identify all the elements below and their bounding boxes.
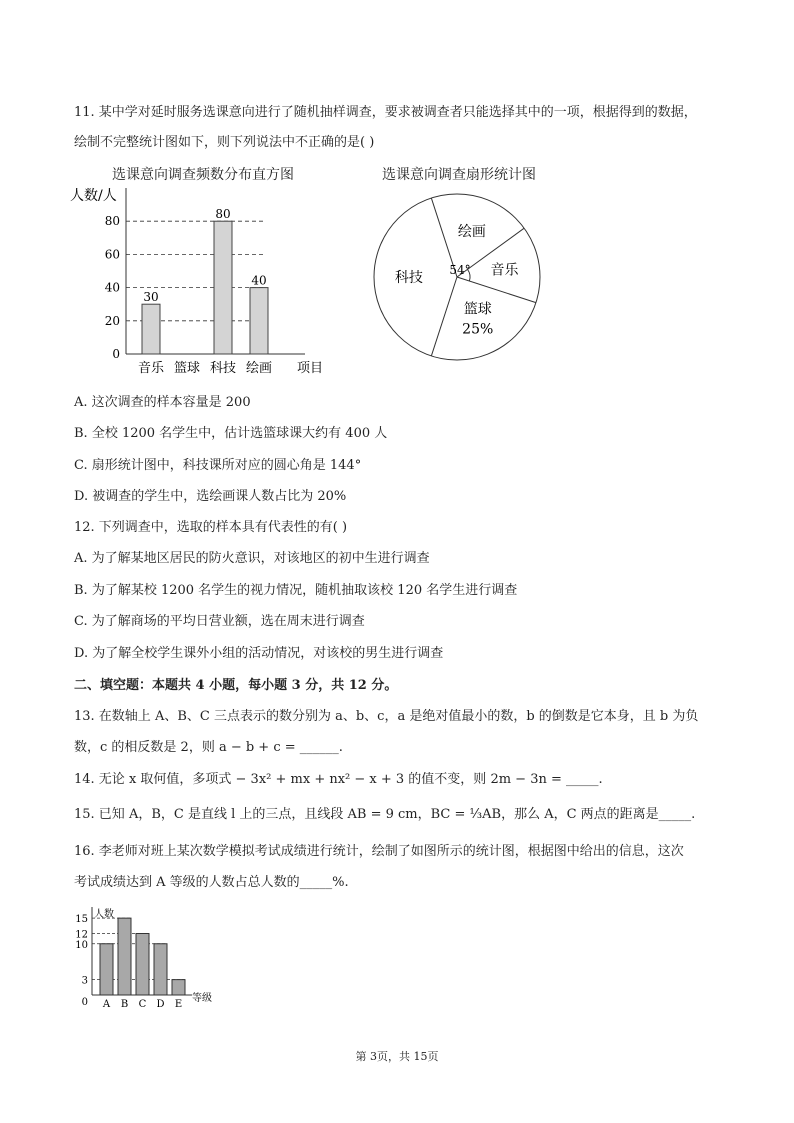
- q16-line2: 考试成绩达到 A 等级的人数占总人数的_____%.: [74, 875, 349, 890]
- pie-title: 选课意向调查扇形统计图: [382, 167, 536, 183]
- y-tick-label: 15: [75, 914, 88, 926]
- q11-stem-line2: 绘制不完整统计图如下，则下列说法中不正确的是( ): [74, 135, 375, 150]
- page-footer: 第 3页，共 15页: [355, 1050, 439, 1063]
- q15-text: 15. 已知 A，B，C 是直线 l 上的三点，且线段 AB = 9 cm，BC = ⅓AB，那么 A，C 两点的距离是_____.: [74, 807, 696, 822]
- pie-percent-label: 25%: [462, 321, 494, 338]
- q12-option-d: D. 为了解全校学生课外小组的活动情况，对该校的男生进行调查: [74, 646, 444, 661]
- bar: [142, 304, 160, 354]
- x-tick-label: A: [102, 999, 111, 1010]
- y-tick-label: 60: [104, 247, 120, 262]
- x-tick-label: 篮球: [173, 361, 201, 376]
- bar: [214, 221, 232, 354]
- q11-stem-line1: 11. 某中学对延时服务选课意向进行了随机抽样调查，要求被调查者只能选择其中的一项，根据得到的数据，: [74, 105, 697, 120]
- x-tick-label: E: [174, 999, 183, 1010]
- x-tick-label: 音乐: [137, 361, 165, 376]
- q14-text: 14. 无论 x 取何值，多项式 − 3x² + mx + nx² − x + 3 的值不变，则 2m − 3n = _____.: [74, 772, 603, 787]
- pie-slice-label: 篮球: [463, 301, 492, 318]
- q12-option-c: C. 为了解商场的平均日营业额，选在周末进行调查: [74, 614, 365, 629]
- y-tick-label: 80: [104, 214, 120, 229]
- bar: [154, 944, 167, 995]
- y-tick-label: 0: [81, 997, 88, 1008]
- pie-slice-label: 科技: [394, 270, 423, 286]
- y-axis-label: 人数: [94, 909, 114, 920]
- q12-option-b: B. 为了解某校 1200 名学生的视力情况，随机抽取该校 120 名学生进行调查: [74, 583, 518, 598]
- pie-angle-label: 54°: [449, 262, 471, 277]
- bar: [250, 288, 268, 354]
- y-tick-label: 0: [112, 347, 120, 361]
- q11-option-b: B. 全校 1200 名学生中，估计选篮球课大约有 400 人: [74, 426, 388, 441]
- pie-slice-label: 音乐: [490, 262, 519, 279]
- q11-option-d: D. 被调查的学生中，选绘画课人数占比为 20%: [74, 489, 347, 504]
- x-tick-label: D: [156, 999, 165, 1010]
- bar: [118, 918, 131, 995]
- q12-option-a: A. 为了解某地区居民的防火意识，对该地区的初中生进行调查: [74, 551, 430, 566]
- grade-bar-chart: [70, 905, 240, 1015]
- bar-value-label: 40: [251, 273, 267, 288]
- x-tick-label: B: [120, 999, 129, 1010]
- y-tick-label: 10: [75, 939, 88, 951]
- q12-stem: 12. 下列调查中，选取的样本具有代表性的有( ): [74, 520, 348, 535]
- bar-value-label: 80: [215, 207, 231, 222]
- histogram-chart: [70, 182, 324, 382]
- q13-line2: 数，c 的相反数是 2，则 a − b + c = ______.: [74, 740, 343, 755]
- y-axis-label: 人数/人: [70, 188, 117, 204]
- y-tick-label: 40: [104, 280, 120, 295]
- bar-value-label: 30: [143, 290, 159, 305]
- section-heading: 二、填空题：本题共 4 小题，每小题 3 分，共 12 分。: [74, 678, 398, 693]
- y-tick-label: 3: [81, 975, 88, 987]
- x-axis-label: 项目: [297, 361, 324, 376]
- bar: [172, 980, 185, 995]
- x-tick-label: 绘画: [245, 361, 273, 376]
- x-axis-label: 等级: [192, 993, 212, 1004]
- bar: [100, 944, 113, 995]
- histogram-title: 选课意向调查频数分布直方图: [112, 167, 294, 183]
- pie-slice-label: 绘画: [457, 224, 486, 241]
- y-tick-label: 12: [75, 929, 88, 941]
- q11-option-a: A. 这次调查的样本容量是 200: [74, 395, 251, 410]
- x-tick-label: C: [138, 999, 147, 1010]
- q11-option-c: C. 扇形统计图中，科技课所对应的圆心角是 144°: [74, 458, 362, 473]
- bar: [136, 934, 149, 996]
- q16-line1: 16. 李老师对班上某次数学模拟考试成绩进行统计，绘制了如图所示的统计图，根据图中给出的信息，这次: [74, 844, 684, 859]
- x-tick-label: 科技: [209, 361, 237, 376]
- q13-line1: 13. 在数轴上 A、B、C 三点表示的数分别为 a、b、c，a 是绝对值最小的数，b 的倒数是它本身，且 b 为负: [74, 709, 699, 724]
- pie-chart: [370, 190, 550, 370]
- y-tick-label: 20: [104, 313, 120, 328]
